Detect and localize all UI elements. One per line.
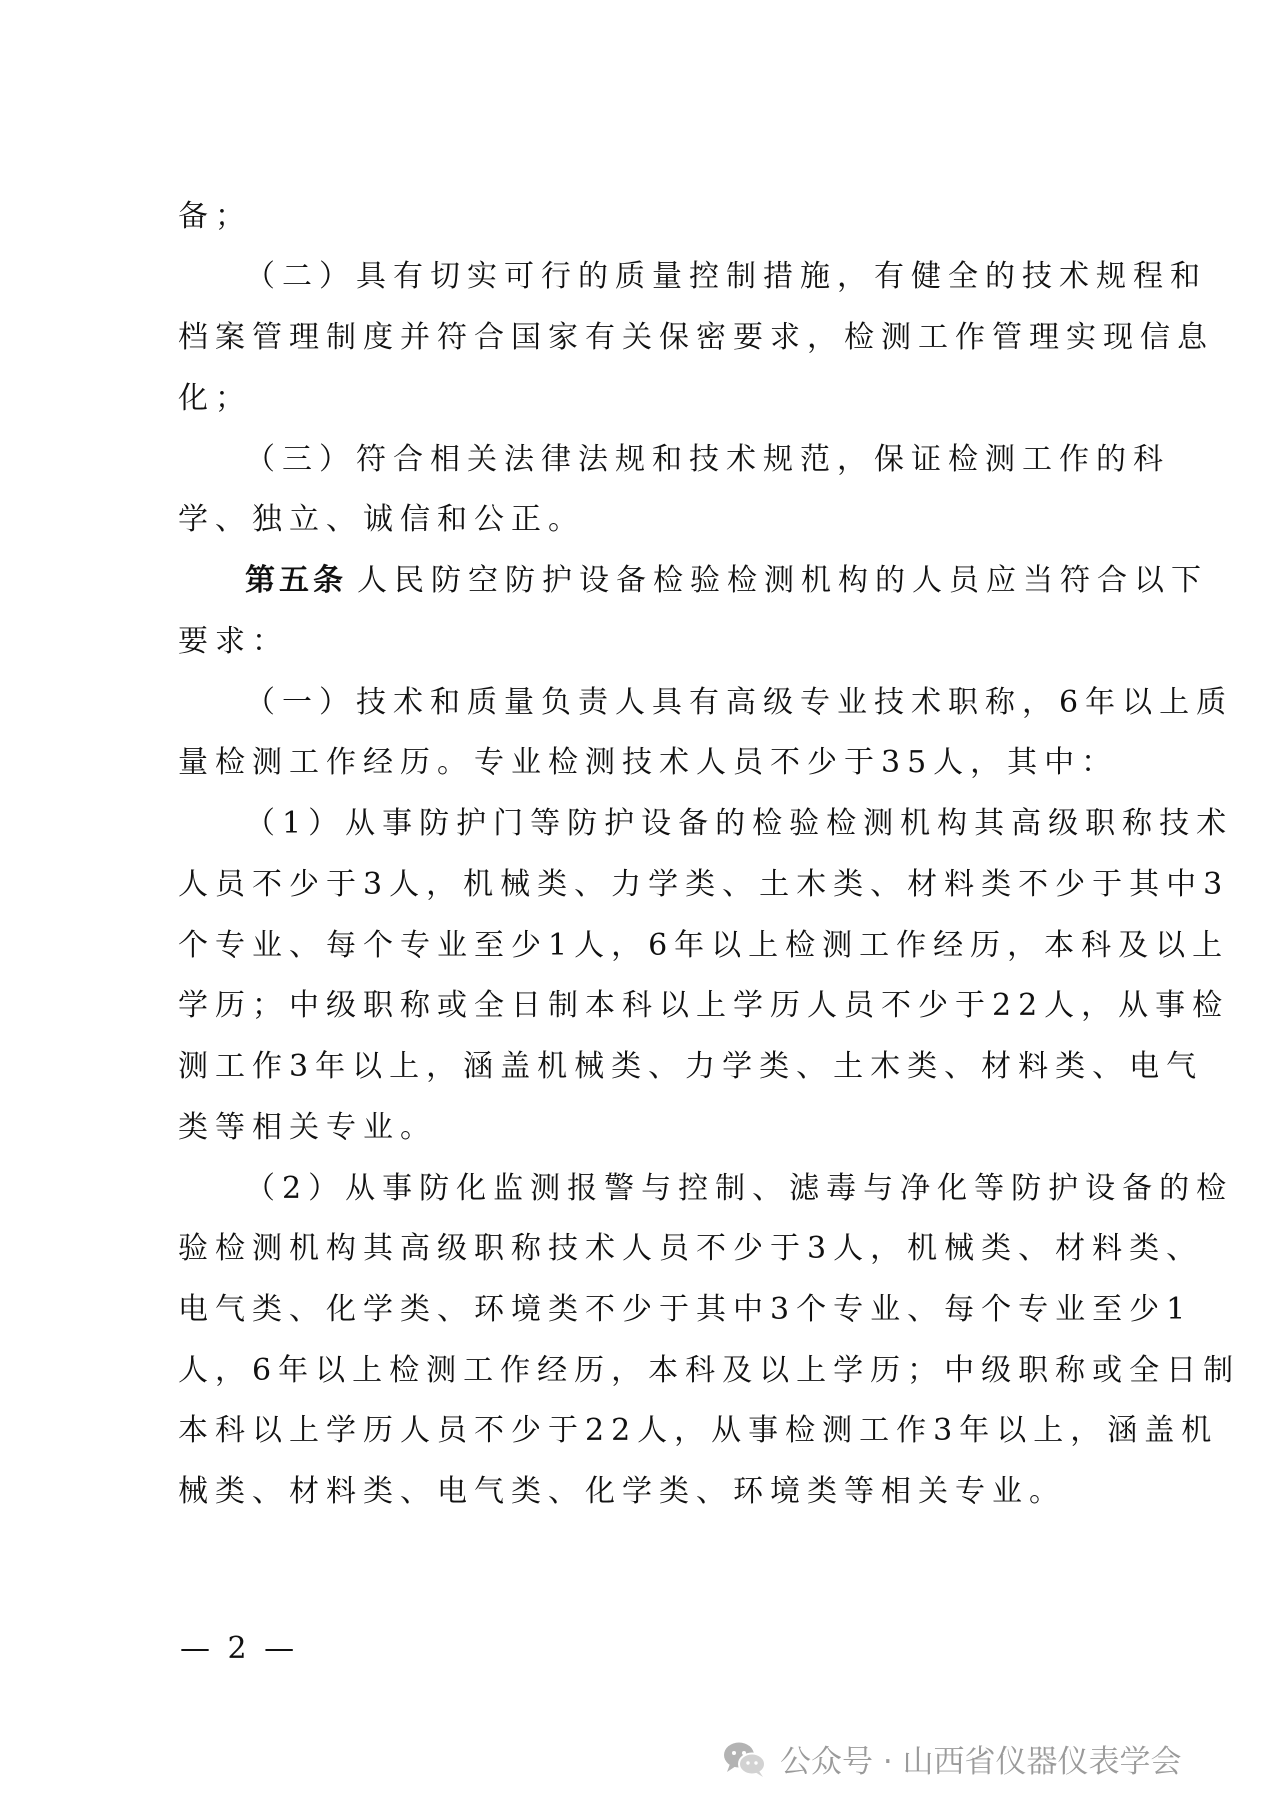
text-line: 测工作3年以上，涵盖机械类、力学类、土木类、材料类、电气 [178,1049,1204,1084]
watermark-text: 公众号 · 山西省仪器仪表学会 [780,1744,1182,1780]
text-line: （三）符合相关法律法规和技术规范，保证检测工作的科 [245,442,1170,477]
text-line: 电气类、化学类、环境类不少于其中3个专业、每个专业至少1 [178,1292,1193,1327]
wechat-watermark [722,1736,1182,1781]
article-text: 人民防空防护设备检验检测机构的人员应当符合以下 [357,563,1208,598]
text-line: 个专业、每个专业至少1人，6年以上检测工作经历，本科及以上 [178,928,1230,963]
text-line: 档案管理制度并符合国家有关保密要求，检测工作管理实现信息 [178,320,1214,355]
text-line: 械类、材料类、电气类、化学类、环境类等相关专业。 [178,1474,1066,1509]
article-line [245,561,1208,601]
text-line: 学历；中级职称或全日制本科以上学历人员不少于22人，从事检 [178,988,1230,1023]
text-line: （1）从事防护门等防护设备的检验检测机构其高级职称技术 [245,806,1234,841]
text-line: 类等相关专业。 [178,1110,437,1145]
text-line: 要求： [178,624,289,659]
text-line: 本科以上学历人员不少于22人，从事检测工作3年以上，涵盖机 [178,1413,1219,1448]
text-line: （二）具有切实可行的质量控制措施，有健全的技术规程和 [245,259,1207,294]
text-line: 学、独立、诚信和公正。 [178,502,585,537]
text-line: 验检测机构其高级职称技术人员不少于3人，机械类、材料类、 [178,1231,1204,1266]
text-line: 人，6年以上检测工作经历，本科及以上学历；中级职称或全日制 [178,1353,1241,1388]
text-line: （一）技术和质量负责人具有高级专业技术职称，6年以上质 [245,685,1234,720]
wechat-icon [722,1739,768,1779]
text-line: 备； [178,199,252,234]
text-line: 化； [178,381,252,416]
text-line: 量检测工作经历。专业检测技术人员不少于35人，其中： [178,745,1119,780]
article-label: 第五条 [245,563,347,598]
page-number: — 2 — [180,1631,299,1666]
text-line: （2）从事防化监测报警与控制、滤毒与净化等防护设备的检 [245,1171,1234,1206]
text-line: 人员不少于3人，机械类、力学类、土木类、材料类不少于其中3 [178,867,1230,902]
